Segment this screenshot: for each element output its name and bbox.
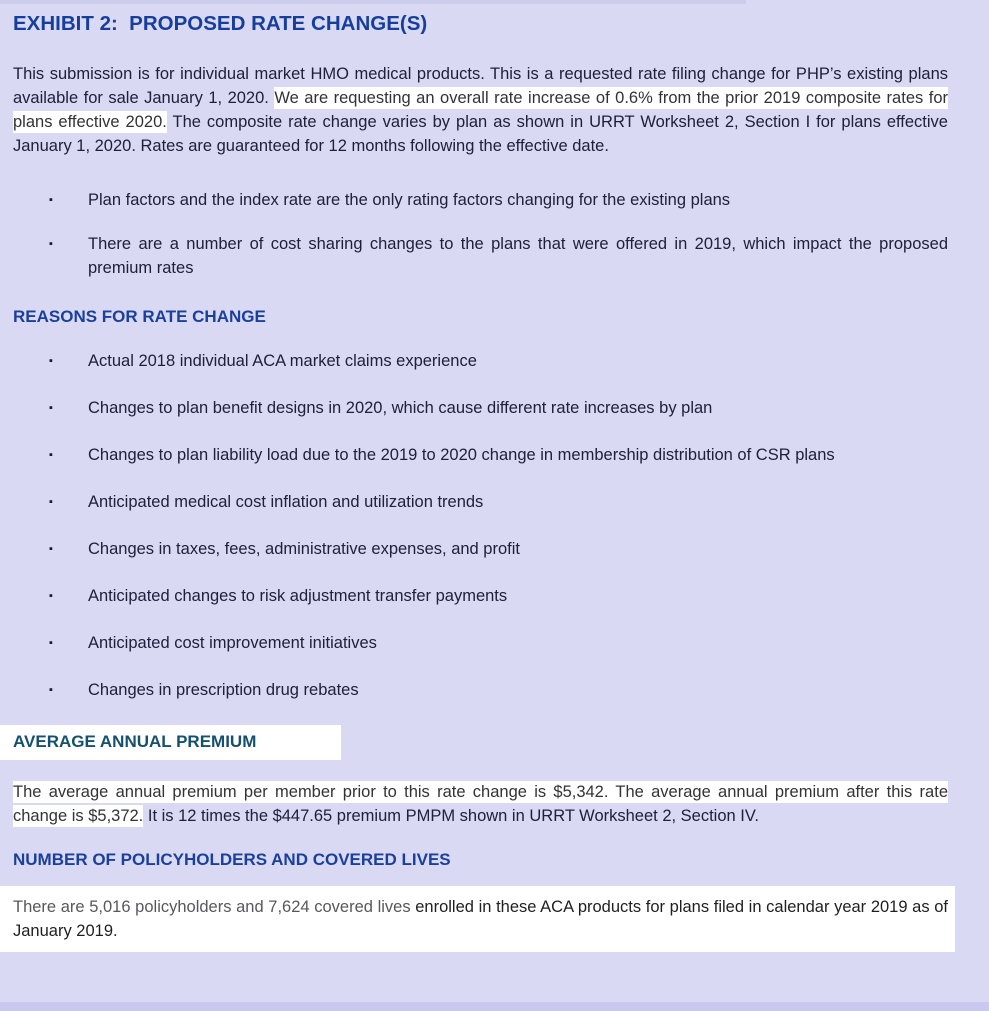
policyholders-paragraph [0, 886, 955, 952]
square-bullet-icon: ▪ [49, 637, 53, 649]
bullet-item-text: Changes to plan benefit designs in 2020, which cause different rate increases by plan [88, 399, 713, 417]
bullet-item-text: Actual 2018 individual ACA market claims experience [88, 352, 477, 370]
page-title: EXHIBIT 2: PROPOSED RATE CHANGE(S) [13, 12, 428, 35]
bullet-item-text: Changes in prescription drug rebates [88, 681, 359, 699]
bullet-list-item [49, 396, 948, 420]
text-segment-normal: It is 12 times the $447.65 premium PMPM shown in URRT Worksheet 2, Section IV. [143, 807, 759, 825]
text-segment-normal: This submission is for individual market HMO medical products. This is a requested rate filing change for PHP’s existing plans available for sale January 1, 2020. [13, 65, 948, 107]
bottom-edge-strip [0, 1002, 989, 1011]
section-heading-average-premium: AVERAGE ANNUAL PREMIUM [0, 725, 341, 760]
square-bullet-icon: ▪ [49, 402, 53, 414]
square-bullet-icon: ▪ [49, 449, 53, 461]
section-heading-reasons: REASONS FOR RATE CHANGE [13, 307, 266, 326]
text-segment-gray: There are 5,016 policyholders and 7,624 covered lives [13, 898, 416, 916]
text-segment-normal: The composite rate change varies by plan as shown in URRT Worksheet 2, Section I for plans effective January 1, 2020. Rates are guaranteed for 12 months following the effective date. [13, 113, 948, 155]
intro-paragraph [13, 62, 948, 158]
bullet-list-item [49, 349, 948, 373]
intro-bullet-list [0, 188, 989, 280]
bullet-item-text: Anticipated changes to risk adjustment transfer payments [88, 587, 508, 605]
average-premium-paragraph [13, 780, 948, 828]
reasons-bullet-list [0, 349, 989, 702]
bullet-list-item [49, 443, 948, 467]
section-heading-policyholders: NUMBER OF POLICYHOLDERS AND COVERED LIVES [13, 850, 451, 869]
bullet-item-text: Changes to plan liability load due to the 2019 to 2020 change in membership distribution of CSR plans [88, 446, 835, 464]
bullet-item-text: Plan factors and the index rate are the only rating factors changing for the existing plans [88, 191, 731, 209]
bullet-list-item [49, 537, 948, 561]
bullet-list-item [49, 188, 948, 212]
bullet-item-text: Changes in taxes, fees, administrative expenses, and profit [88, 540, 520, 558]
bullet-item-text: There are a number of cost sharing changes to the plans that were offered in 2019, which impact the proposed premium rates [88, 235, 948, 277]
bullet-item-text: Anticipated cost improvement initiatives [88, 634, 377, 652]
square-bullet-icon: ▪ [49, 194, 53, 206]
text-segment-dark: enrolled in these ACA products for plans filed in calendar year 2019 as of January 2019. [13, 898, 949, 940]
bullet-list-item [49, 584, 948, 608]
bullet-list-item [49, 678, 948, 702]
text-segment-hl: The average annual premium per member prior to this rate change is $5,342. The average annual premium after this rate change is $5,372. [13, 783, 948, 825]
top-edge-strip [0, 0, 746, 4]
square-bullet-icon: ▪ [49, 590, 53, 602]
square-bullet-icon: ▪ [49, 684, 53, 696]
bullet-list-item [49, 490, 948, 514]
square-bullet-icon: ▪ [49, 238, 53, 250]
square-bullet-icon: ▪ [49, 543, 53, 555]
text-segment-hl: We are requesting an overall rate increase of 0.6% from the prior 2019 composite rates for plans effective 2020. [13, 89, 948, 131]
square-bullet-icon: ▪ [49, 355, 53, 367]
bullet-item-text: Anticipated medical cost inflation and utilization trends [88, 493, 484, 511]
square-bullet-icon: ▪ [49, 496, 53, 508]
bullet-list-item [49, 631, 948, 655]
bullet-list-item [49, 232, 948, 280]
